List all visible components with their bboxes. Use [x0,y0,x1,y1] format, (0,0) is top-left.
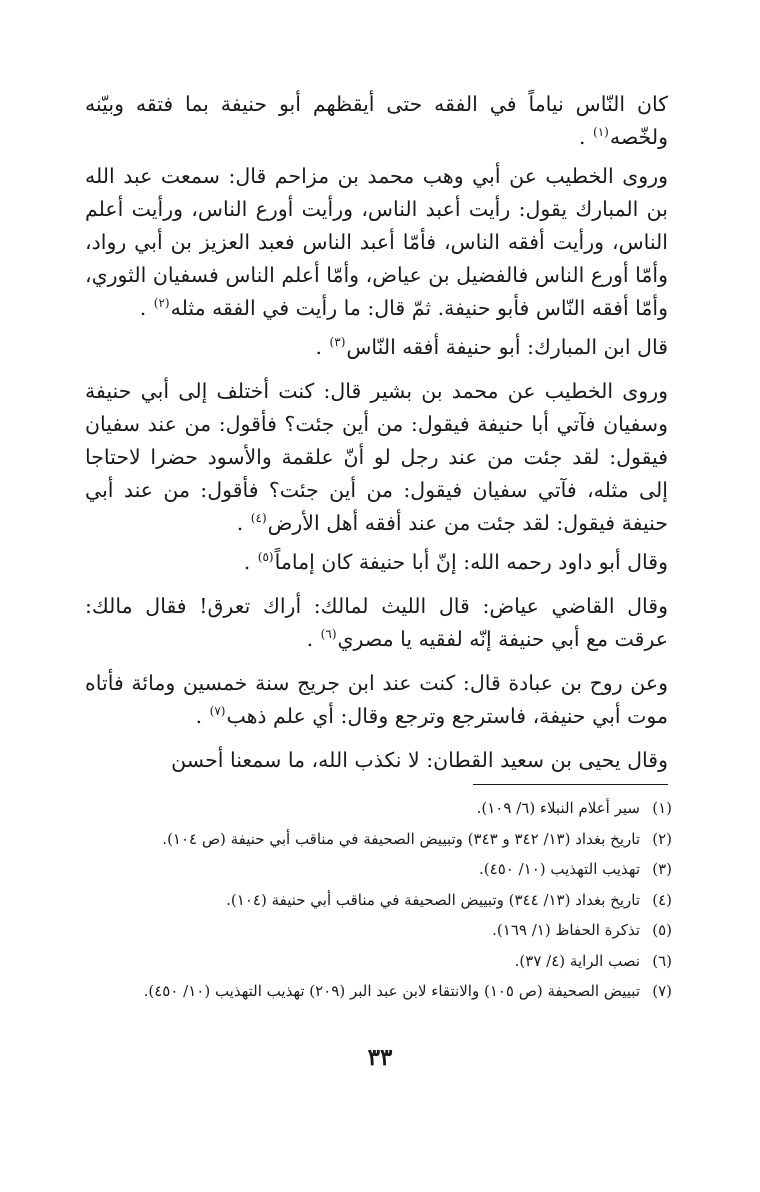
footnote-text: تاريخ بغداد (١٣/ ٣٤٤) وتبييض الصحيفة في مناقب أبي حنيفة (١٠٤). [226,890,640,909]
footnote-text: سير أعلام النبلاء (٦/ ١٠٩). [476,799,640,817]
footnote-number: (٦) [652,951,672,970]
paragraph [85,375,668,540]
paragraph [85,546,668,579]
page-number: ٣٣ [367,1044,393,1071]
footnote [82,918,672,944]
paragraph [85,590,668,656]
paragraph-text: وروى الخطيب عن محمد بن بشير قال: كنت أختلف إلى أبي حنيفة وسفيان فآتي أبا حنيفة فيقول: من أين جئت؟ فأقول: من عند سفيان فيقول: لقد جئت من عند رجل لو أنّ علقمة والأسود حضرا لاحتاجا إلى مثله، فآتي سفيان فيقول: من أين جئت؟ فأقول: من عند أبي حنيفة فيقول: لقد جئت من عند أفقه أهل الأرض [85,379,668,535]
footnote-text: تاريخ بغداد (١٣/ ٣٤٢ و ٣٤٣) وتبييض الصحيفة في مناقب أبي حنيفة (ص ١٠٤). [162,829,640,848]
footnote-number: (٣) [652,860,672,878]
paragraph-end: . [315,335,329,359]
paragraph [85,744,668,777]
footnote-ref[interactable]: (٣) [329,335,346,350]
paragraph-text: وقال أبو داود رحمه الله: إنّ أبا حنيفة كان إماماً [274,550,668,574]
footnote-number: (٥) [652,921,672,939]
footnote-text: تهذيب التهذيب (١٠/ ٤٥٠). [479,860,640,878]
footnote-number: (٧) [652,982,672,1000]
footnote-ref[interactable]: (٥) [257,550,274,565]
footnote [82,979,672,1005]
footnote-text: نصب الراية (٤/ ٣٧). [514,951,640,970]
footnote-number: (٢) [652,829,672,848]
paragraph [85,160,668,325]
paragraph-end: . [236,511,250,535]
paragraph-end: . [306,627,320,651]
footnote [82,949,672,975]
main-text [85,88,668,788]
footnote-text: تبييض الصحيفة (ص ١٠٥) والانتقاء لابن عبد البر (٢٠٩) تهذيب التهذيب (١٠/ ٤٥٠). [143,982,640,1000]
footnote [82,857,672,883]
footnote-divider [473,784,668,785]
footnote [82,796,672,822]
footnote-ref[interactable]: (١) [593,125,609,140]
footnote-ref[interactable]: (٦) [320,627,337,642]
footnote-text: تذكرة الحفاظ (١/ ١٦٩). [492,921,640,939]
paragraph-end: . [195,704,209,728]
paragraph-end: . [578,125,593,149]
footnote-ref[interactable]: (٧) [209,704,226,719]
footnote [82,827,672,853]
paragraph [85,331,668,364]
paragraph-text: كان النّاس نياماً في الفقه حتى أيقظهم أبو حنيفة بما فتقه وبيّنه ولخّصه [85,92,668,149]
footnote-number: (٤) [652,890,672,909]
paragraph-text: وقال القاضي عياض: قال الليث لمالك: أراك تعرق! فقال مالك: عرقت مع أبي حنيفة إنّه لفقيه يا مصري [85,594,668,651]
footnote [82,888,672,914]
paragraph-text: قال ابن المبارك: أبو حنيفة أفقه النّاس [346,335,668,359]
paragraph [85,88,668,154]
footnote-number: (١) [652,799,672,817]
paragraph-text: وقال يحيى بن سعيد القطان: لا نكذب الله، ما سمعنا أحسن [171,748,668,772]
footnote-ref[interactable]: (٤) [250,511,267,526]
paragraph-text: وعن روح بن عبادة قال: كنت عند ابن جريج سنة خمسين ومائة فأتاه موت أبي حنيفة، فاسترجع وترجع وقال: أي علم ذهب [85,671,668,728]
paragraph-end: . [243,550,257,574]
paragraph [85,667,668,733]
footnote-ref[interactable]: (٢) [153,296,170,311]
paragraph-end: . [139,296,153,320]
footnotes-list [82,796,672,1010]
paragraph-text: وروى الخطيب عن أبي وهب محمد بن مزاحم قال: سمعت عبد الله بن المبارك يقول: رأيت أعبد الناس، ورأيت أورع الناس، ورأيت أعلم الناس، ورأيت أفقه الناس، فأمّا أعبد الناس فعبد العزيز بن أبي رواد، وأمّا أورع الناس فالفضيل بن عياض، وأمّا أعلم الناس فسفيان الثوري، وأمّا أفقه النّاس فأبو حنيفة. ثمّ قال: ما رأيت في الفقه مثله [85,164,668,320]
